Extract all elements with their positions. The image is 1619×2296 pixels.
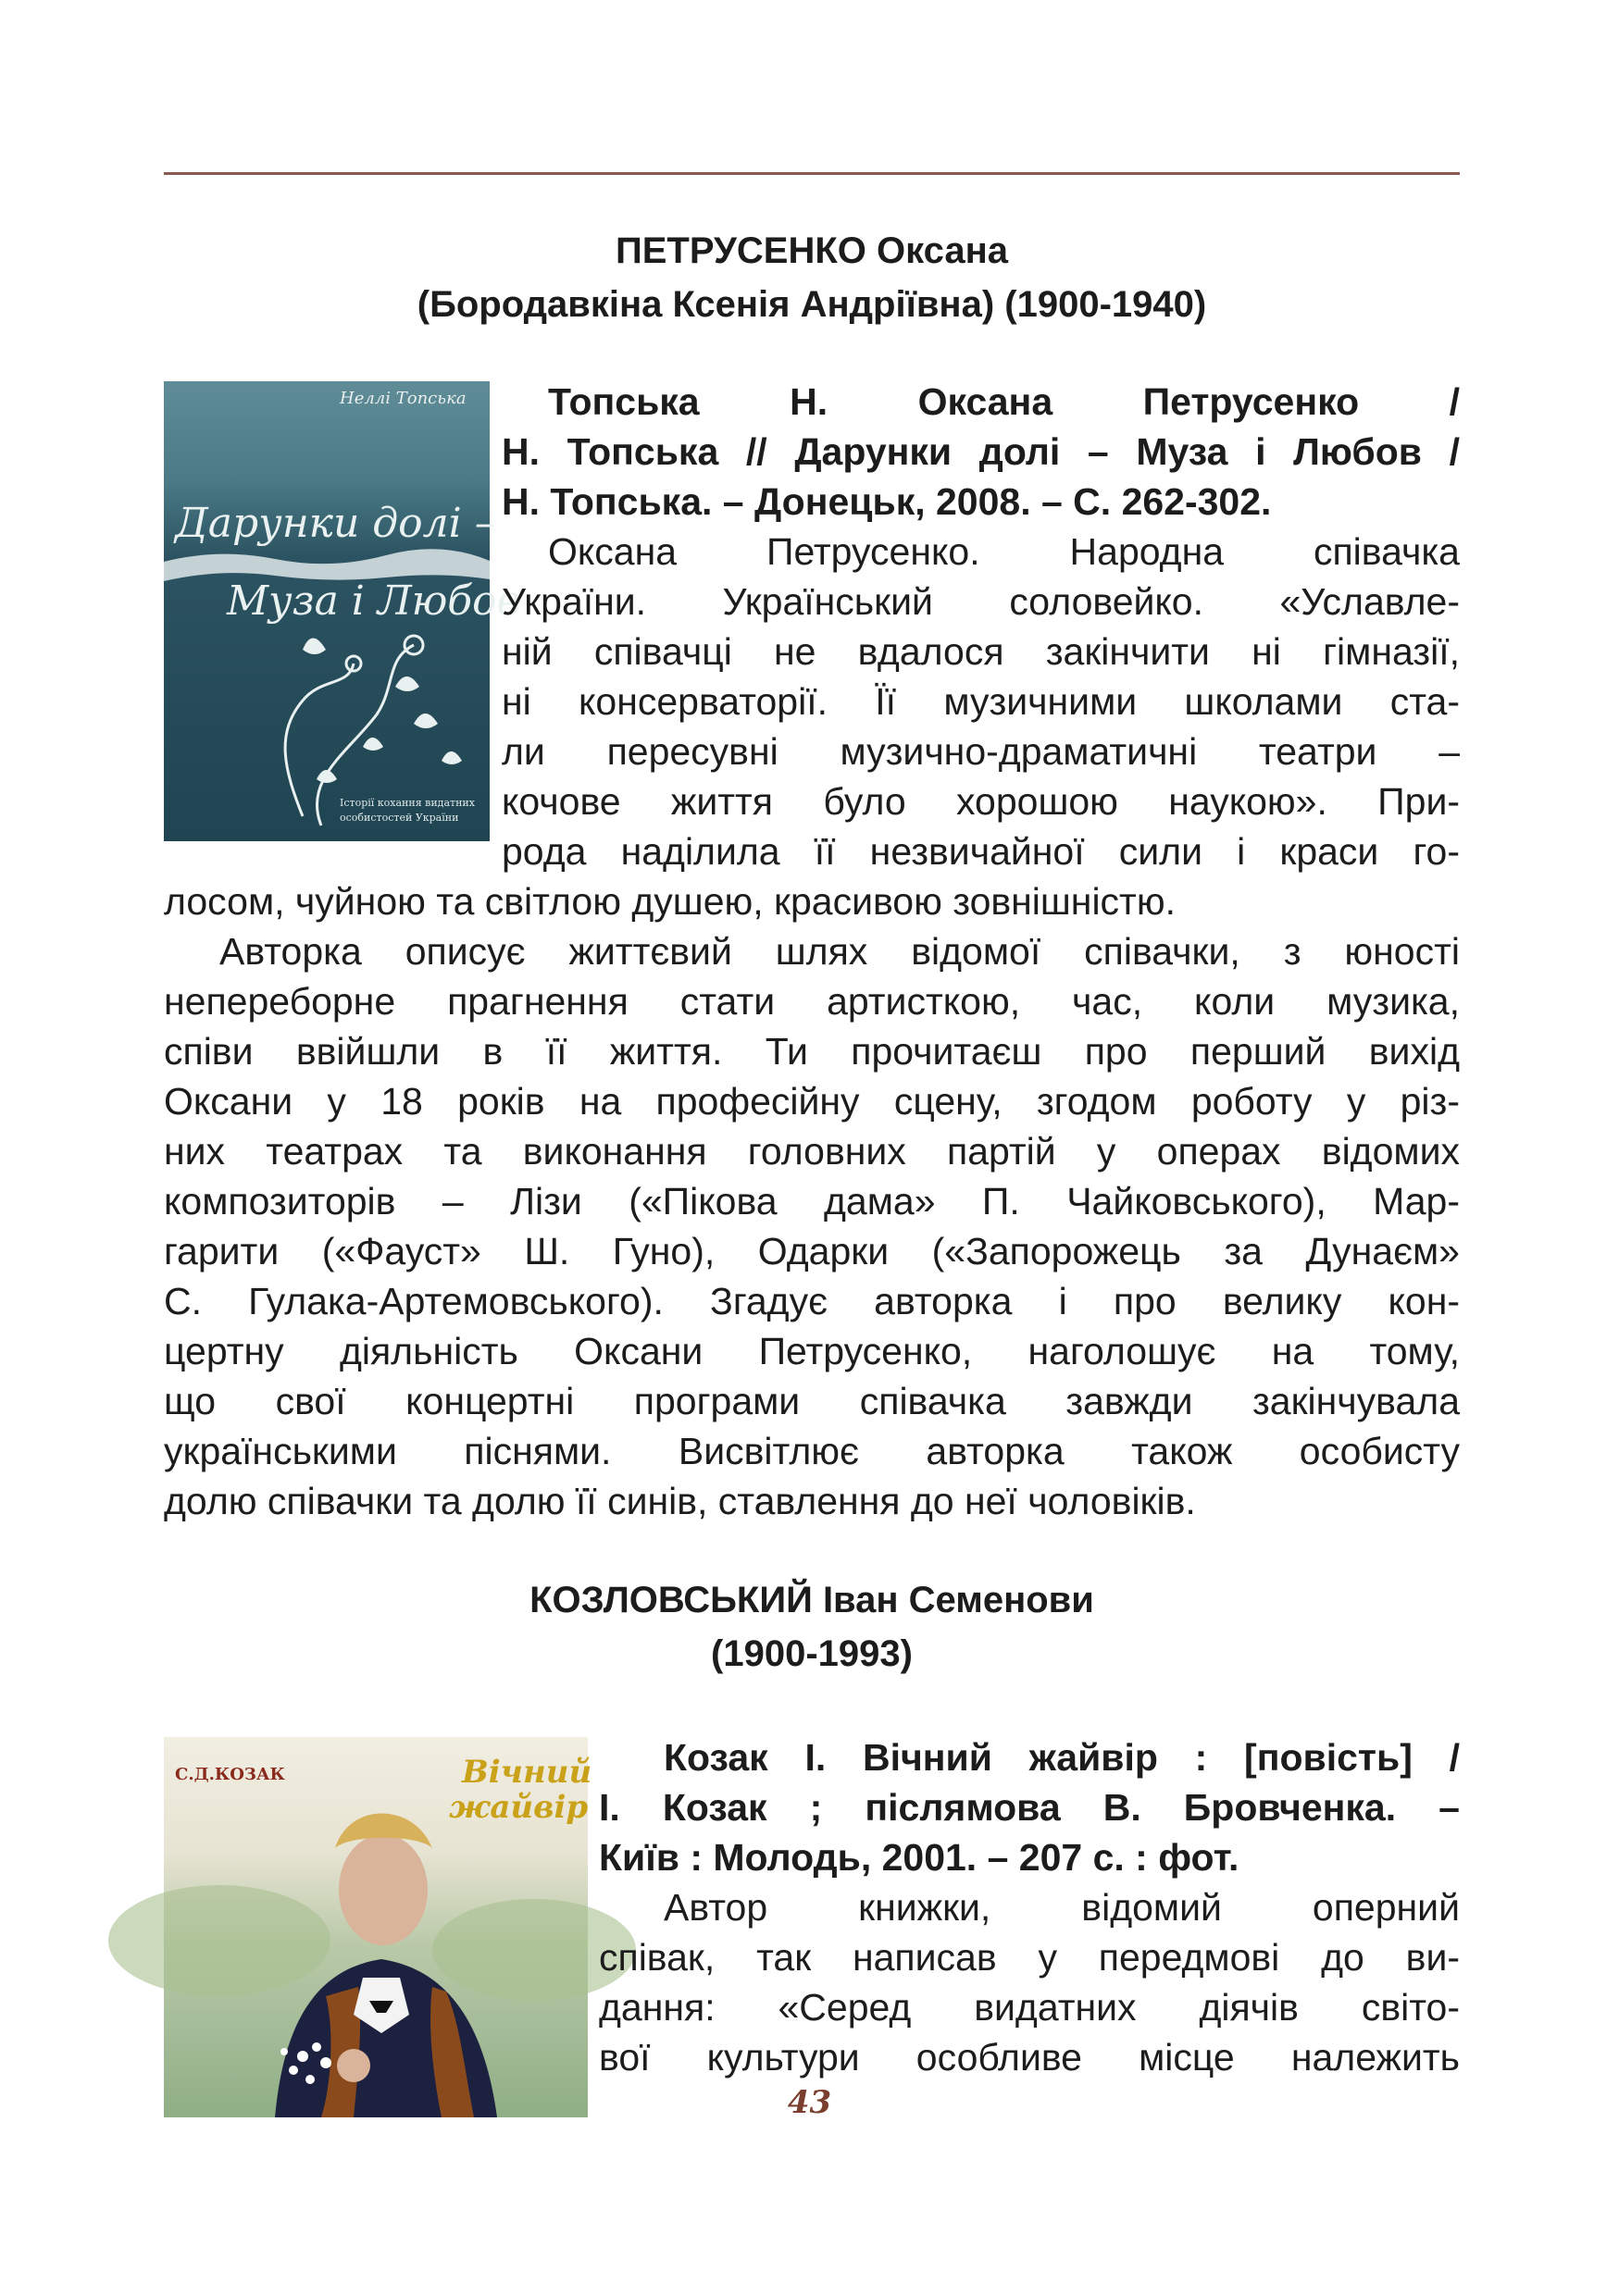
body-line: Оксана Петрусенко. Народна співачка xyxy=(548,530,1460,573)
book-cover-vichny-zhaivir xyxy=(164,1737,592,2117)
body-line: Оксани у 18 років на професійну сцену, згодом роботу у різ- xyxy=(164,1080,1460,1123)
cover-title-line2: жайвір xyxy=(449,1789,589,1826)
body-line: них театрах та виконання головних партій у операх відомих xyxy=(164,1130,1460,1173)
biblio-line: Н. Топська. – Донецьк, 2008. – С. 262-302. xyxy=(502,480,1272,523)
biblio-line: Київ : Молодь, 2001. – 207 с. : фот. xyxy=(599,1836,1239,1879)
body-line: ні консерваторії. Її музичними школами ста- xyxy=(502,680,1460,723)
body-line: лосом, чуйною та світлою душею, красивою зовнішністю. xyxy=(164,880,1176,923)
body-line: ли пересувні музично-драматичні театри – xyxy=(502,730,1460,773)
heading-name: Оксана xyxy=(866,230,1008,271)
biblio-line: І. Козак ; післямова В. Бровченка. – xyxy=(599,1786,1460,1829)
cover-title-line2: Муза і Любов xyxy=(227,577,521,625)
section-heading-kozlovsky xyxy=(164,1573,1460,1681)
cover-subtitle-line2: особистостей України xyxy=(340,812,459,824)
body-line: кочове життя було хорошою наукою». При- xyxy=(502,780,1460,823)
body-line: що свої концертні програми співачка завжди закінчувала xyxy=(164,1380,1460,1422)
body-line: Автор книжки, відомий оперний xyxy=(664,1886,1460,1929)
body-line: ній співачці не вдалося закінчити ні гімназії, xyxy=(502,630,1460,673)
cover-author: С.Д.КОЗАК xyxy=(175,1765,285,1784)
body-line: українськими піснями. Висвітлює авторка також особисту xyxy=(164,1430,1460,1472)
body-line: непереборне прагнення стати артисткою, час, коли музика, xyxy=(164,980,1460,1023)
entry-petrusenko-body xyxy=(164,876,1460,1526)
body-line: України. Український соловейко. «Уславле- xyxy=(502,580,1460,623)
body-line: дання: «Серед видатних діячів світо- xyxy=(599,1986,1460,2029)
heading-surname: КОЗЛОВСЬКИЙ xyxy=(529,1580,813,1620)
body-line: композиторів – Лізи («Пікова дама» П. Чайковського), Мар- xyxy=(164,1180,1460,1222)
cover-subtitle-line1: Історії кохання видатних xyxy=(340,797,475,809)
biblio-line: Топська Н. Оксана Петрусенко / xyxy=(548,380,1460,423)
body-line: долю співачки та долю її синів, ставлення до неї чоловіків. xyxy=(164,1480,1196,1522)
body-line: вої культури особливе місце належить xyxy=(599,2036,1460,2079)
book-cover-darunky-doli xyxy=(164,381,521,841)
section-heading-petrusenko xyxy=(164,224,1460,331)
biblio-line: Козак І. Вічний жайвір : [повість] / xyxy=(664,1736,1460,1779)
biblio-line: Н. Топська // Дарунки долі – Муза і Любов / xyxy=(502,430,1460,473)
cover-subtitle xyxy=(340,796,475,825)
cover-title-line1: Вічний xyxy=(462,1754,592,1791)
body-line: рода наділила її незвичайної сили і краси го- xyxy=(502,830,1460,873)
heading-surname: ПЕТРУСЕНКО xyxy=(616,230,866,271)
body-line: співи ввійшли в її життя. Ти прочитаєш про перший вихід xyxy=(164,1030,1460,1073)
page-number: 43 xyxy=(787,2084,832,2121)
cover-author: Неллі Топська xyxy=(340,389,467,408)
body-line: цертну діяльність Оксани Петрусенко, наголошує на тому, xyxy=(164,1330,1460,1372)
body-line: гарити («Фауст» Ш. Гуно), Одарки («Запорожець за Дунаєм» xyxy=(164,1230,1460,1272)
body-line: Авторка описує життєвий шлях відомої співачки, з юності xyxy=(219,930,1460,973)
entry-petrusenko-biblio xyxy=(502,377,1460,876)
body-line: співак, так написав у передмові до ви- xyxy=(599,1936,1460,1979)
entry-kozlovsky xyxy=(599,1732,1460,2082)
heading-real-name: (Бородавкіна Ксенія Андріївна) (1900-1940) xyxy=(417,284,1207,325)
cover-title-line1: Дарунки долі – xyxy=(175,500,495,547)
heading-name: Іван Семенови xyxy=(812,1580,1094,1620)
top-rule xyxy=(164,172,1460,175)
body-line: С. Гулака-Артемовського). Згадує авторка і про велику кон- xyxy=(164,1280,1460,1322)
heading-years: (1900-1993) xyxy=(711,1633,913,1674)
